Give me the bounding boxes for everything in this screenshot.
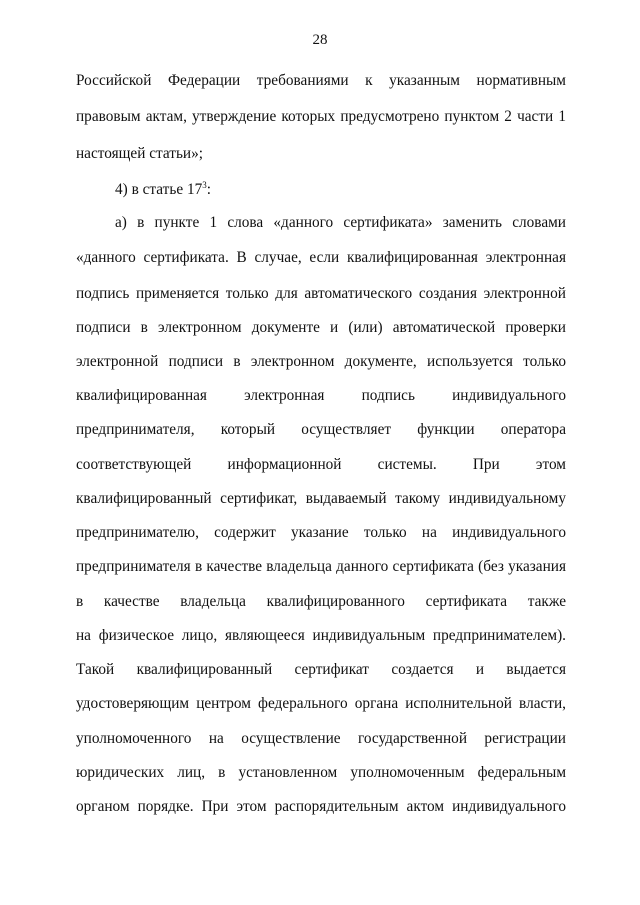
text-line: в качестве владельца квалифицированного сертификата также — [76, 593, 566, 610]
text-line: уполномоченного на осуществление государственной регистрации — [76, 730, 566, 747]
text-line: настоящей статьи»; — [76, 145, 204, 162]
text-line: а) в пункте 1 слова «данного сертификата» заменить словами — [115, 214, 566, 231]
text-line: электронной подписи в электронном документе, используется только — [76, 353, 566, 370]
text-line: юридических лиц, в установленном уполномоченным федеральным — [76, 764, 566, 781]
text-line: на физическое лицо, являющееся индивидуальным предпринимателем). — [76, 627, 566, 644]
text-line: соответствующей информационной системы. При этом — [76, 456, 566, 473]
text-line: Такой квалифицированный сертификат создается и выдается — [76, 661, 566, 678]
text-line: органом порядке. При этом распорядительным актом индивидуального — [76, 798, 566, 815]
text-line: квалифицированная электронная подпись индивидуального — [76, 387, 566, 404]
page-number: 28 — [312, 32, 328, 48]
text-line: Российской Федерации требованиями к указанным нормативным — [76, 72, 566, 89]
text-line: правовым актам, утверждение которых предусмотрено пунктом 2 части 1 — [76, 108, 566, 125]
article-reference-colon: : — [206, 181, 211, 198]
text-line: подпись применяется только для автоматического создания электронной — [76, 285, 566, 302]
text-line: квалифицированный сертификат, выдаваемый такому индивидуальному — [76, 490, 566, 507]
text-line: предпринимателя, который осуществляет функции оператора — [76, 421, 566, 438]
text-line: «данного сертификата. В случае, если квалифицированная электронная — [76, 249, 566, 266]
text-line: предпринимателя в качестве владельца данного сертификата (без указания — [76, 558, 566, 575]
article-superscript: 3 — [202, 180, 207, 190]
text-line: удостоверяющим центром федерального органа исполнительной власти, — [76, 695, 566, 712]
text-line: подписи в электронном документе и (или) автоматической проверки — [76, 319, 566, 336]
article-reference-text: 4) в статье 17 — [115, 181, 203, 198]
article-reference-line — [115, 180, 211, 200]
text-line: предпринимателю, содержит указание только на индивидуального — [76, 524, 566, 541]
